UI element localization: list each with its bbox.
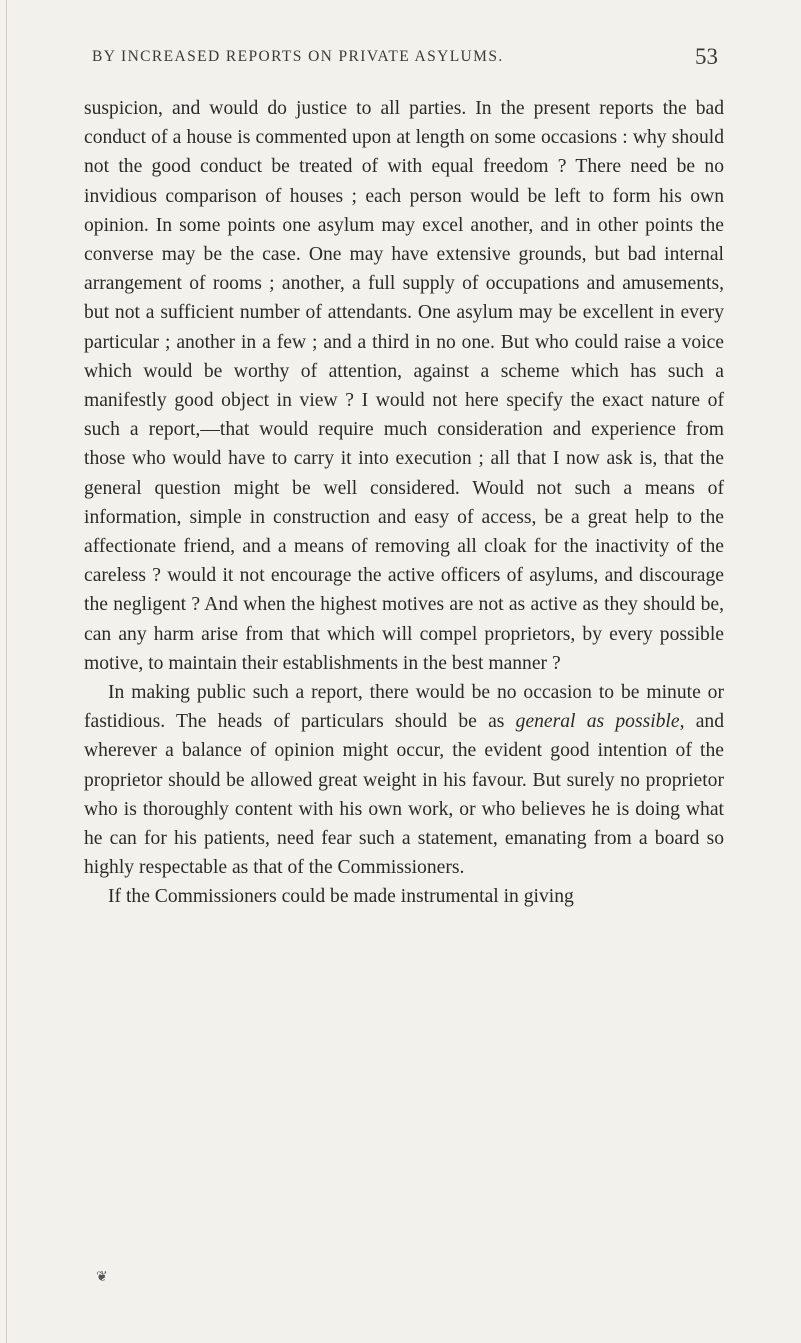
paragraph-2: [84, 678, 724, 882]
paragraph-2-italic: general as possible,: [515, 711, 685, 733]
body-text: [84, 94, 724, 912]
running-title: BY INCREASED REPORTS ON PRIVATE ASYLUMS.: [92, 48, 504, 65]
paragraph-1: suspicion, and would do justice to all parties. In the present reports the bad conduct of a house is commented upon at length on some occasions : why should not the good conduct be treated of with equal freedom ? There need be no invidious comparison of houses ; each person would be left to form his own opinion. In some points one asylum may excel another, and in other points the converse may be the case. One may have extensive grounds, but bad internal arrangement of rooms ; another, a full supply of occupations and amusements, but not a sufficient number of attendants. One asylum may be excellent in every particular ; another in a few ; and a third in no one. But who could raise a voice which would be worthy of attention, against a scheme which has such a manifestly good object in view ? I would not here specify the exact nature of such a report,—that would require much consideration and experience from those who would have to carry it into execution ; all that I now ask is, that the general question might be well considered. Would not such a means of information, simple in construction and easy of access, be a great help to the affectionate friend, and a means of removing all cloak for the inactivity of the careless ? would it not encourage the active officers of asylums, and discourage the negligent ? And when the highest motives are not as active as they should be, can any harm arise from that which will compel proprietors, by every possible motive, to maintain their establishments in the best manner ?: [84, 98, 724, 674]
running-head: [78, 44, 718, 74]
paragraph-2-start: In making public such a report, there would be no occasion to be minute or fastidious. The heads of particulars should be as: [84, 682, 724, 733]
page-number: 53: [695, 44, 718, 69]
paragraph-3: If the Commissioners could be made instrumental in giving: [108, 886, 574, 908]
signature-mark: ❦: [96, 1270, 108, 1285]
page-edge-line: [6, 0, 7, 1343]
paragraph-2-end: and wherever a balance of opinion might occur, the evident good intention of the proprietor should be allowed great weight in his favour. But surely no proprietor who is thoroughly content with his own work, or who believes he is doing what he can for his patients, need fear such a statement, emanating from a board so highly respectable as that of the Commissioners.: [84, 711, 724, 879]
